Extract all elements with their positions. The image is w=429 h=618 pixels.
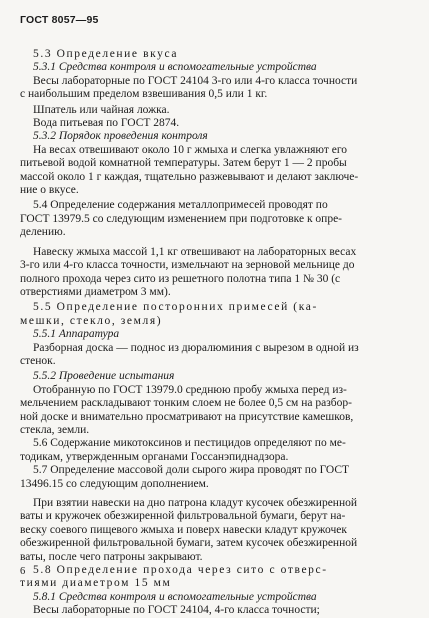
text-line: Навеску жмыха массой 1,1 кг отвешивают на лабораторных весах (33, 245, 357, 258)
text-line: питьевой водой комнатной температуры. Затем берут 1 — 2 пробы (20, 157, 347, 170)
text-line: массой около 1 г каждая, тщательно разжевывают и делают заключе- (20, 170, 359, 183)
text-line: Шпатель или чайная ложка. (33, 103, 170, 116)
text-line: обезжиренной фильтровальной бумаги, затем кусочек обезжиренной (20, 537, 358, 550)
text-line: тиями диаметром 15 мм (20, 577, 172, 590)
text-line: ние о вкусе. (20, 184, 79, 197)
text-line: 5.5.2 Проведение испытания (33, 370, 175, 383)
text-line: 5.3.2 Порядок проведения контроля (33, 130, 208, 143)
text-line: мешки, стекло, земля) (20, 314, 163, 327)
page-number: 6 (20, 566, 26, 577)
text-line: Весы лабораторные по ГОСТ 24104 3-го или 4-го класса точности (33, 74, 358, 87)
text-line: 5.5.1 Аппаратура (33, 328, 120, 341)
text-line: 13496.15 со следующим дополнением. (20, 477, 209, 490)
text-line: Разборная доска — поднос из дюралюминия с вырезом в одной из (33, 341, 359, 354)
text-line: 5.3 Определение вкуса (33, 48, 179, 60)
text-line: 5.5 Определение посторонних примесей (ка- (33, 301, 318, 314)
document-body (20, 48, 406, 618)
text-line: 5.6 Содержание микотоксинов и пестицидов определяют по ме- (33, 437, 346, 450)
text-line: На весах отвешивают около 10 г жмыха и слегка увлажняют его (33, 143, 348, 156)
text-line: Весы лабораторные по ГОСТ 24104, 4-го класса точности; (33, 604, 320, 617)
text-line: 5.4 Определение содержания металлопримесей проводят по (33, 199, 328, 212)
text-line: 5.7 Определение массовой доли сырого жира проводят по ГОСТ (33, 464, 350, 477)
text-line: Отобранную по ГОСТ 13979.0 среднюю пробу жмыха перед из- (33, 383, 347, 396)
text-line: ГОСТ 13979.5 со следующим изменением при подготовке к опре- (20, 212, 343, 225)
text-line: При взятии навески на дно патрона кладут кусочек обезжиренной (33, 497, 358, 509)
page-header: ГОСТ 8057—95 (20, 14, 99, 26)
text-line: стекла, земли. (20, 423, 90, 436)
text-line: ваты, после чего патроны закрывают. (20, 550, 203, 563)
text-line: стенок. (20, 354, 56, 367)
text-line: тодикам, утвержденным органами Госсанэпиднадзора. (20, 450, 289, 463)
text-line: Вода питьевая по ГОСТ 2874. (33, 117, 180, 130)
text-line: с наибольшим пределом взвешивания 0,5 или 1 кг. (20, 88, 268, 101)
text-line: отверстиями диаметром 3 мм). (20, 285, 171, 298)
text-line: веску соевого пищевого жмыха и поверх навески кладут кружочек (20, 523, 347, 536)
text-line: ваты и кружочек обезжиренной фильтровальной бумаги, берут на- (20, 510, 346, 523)
text-line: делению. (20, 226, 66, 239)
text-line: 5.8 Определение прохода через сито с отверс- (33, 564, 328, 577)
text-line: 3-го или 4-го класса точности, измельчают на зерновой мельнице до (20, 259, 355, 272)
text-line: 5.3.1 Средства контроля и вспомогательные устройства (33, 61, 317, 74)
text-line: 5.8.1 Средства контроля и вспомогательные устройства (33, 590, 317, 603)
text-line: полного прохода через сито из решетного полотна типа 1 № 30 (с (20, 272, 341, 285)
text-line: мельчением раскладывают тонким слоем не более 0,5 см на разбор- (20, 397, 352, 410)
text-line: ной доске и внимательно просматривают на присутствие камешков, (20, 410, 354, 423)
